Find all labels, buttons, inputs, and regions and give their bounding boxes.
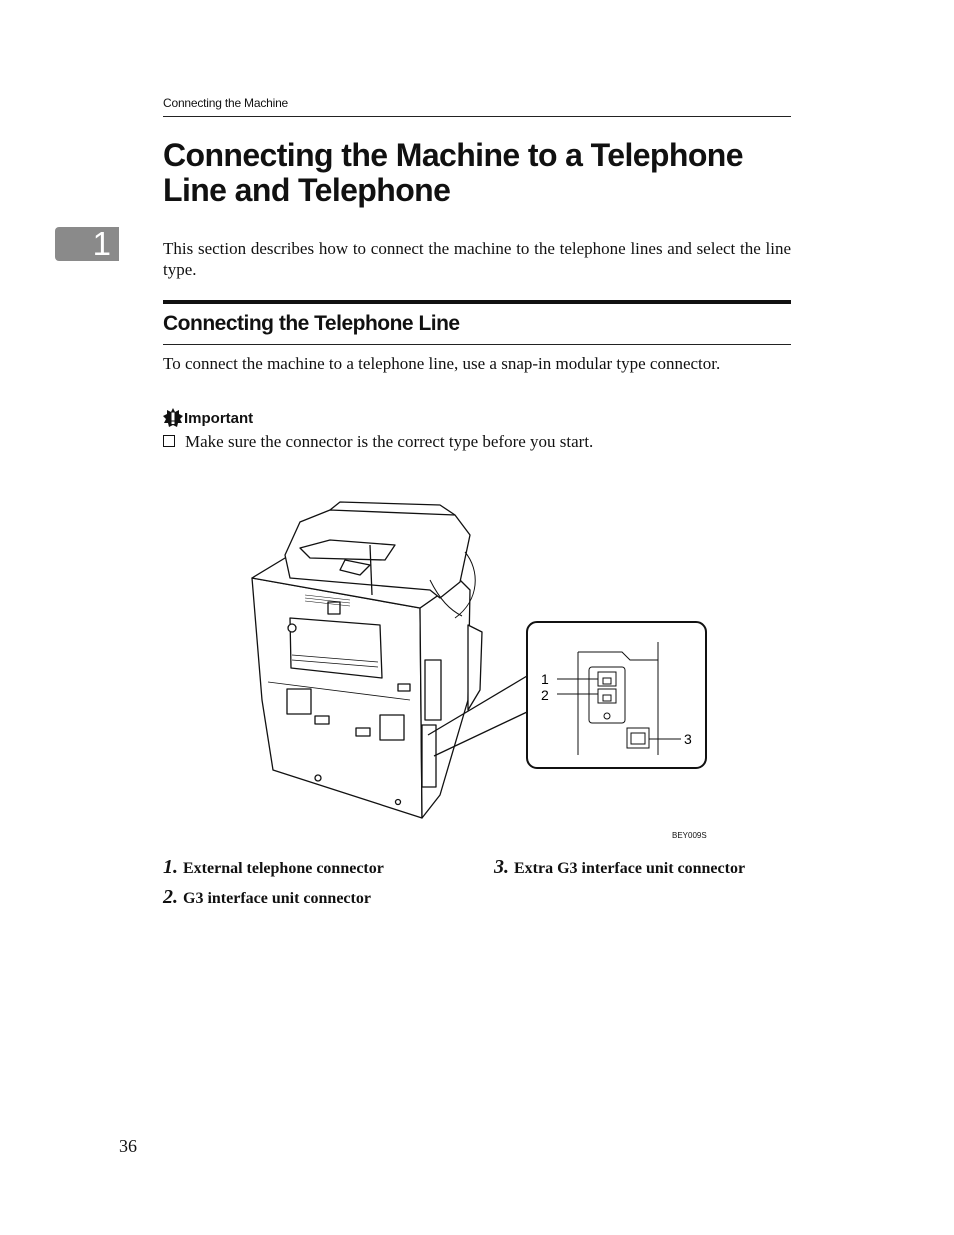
important-item (163, 431, 791, 452)
section-body: To connect the machine to a telephone line, use a snap-in modular type connector. (163, 354, 721, 373)
callout-3: 3 (684, 731, 692, 747)
chapter-number: 1 (92, 225, 111, 262)
legend-number: 1. (163, 856, 178, 878)
section-rule (163, 300, 791, 304)
legend-number: 3. (494, 856, 509, 878)
callout-1: 1 (541, 671, 549, 687)
legend-item (163, 886, 483, 910)
legend-label: Extra G3 interface unit connector (514, 860, 746, 877)
important-icon (163, 408, 183, 428)
section-heading: Connecting the Telephone Line (163, 310, 791, 345)
running-header-text: Connecting the Machine (163, 96, 289, 110)
legend-item (494, 856, 794, 880)
machine-connector-illustration (240, 495, 720, 845)
legend-column-right (494, 856, 794, 880)
legend-label: G3 interface unit connector (183, 890, 371, 907)
legend-number: 2. (163, 886, 178, 908)
figure-code: BEY009S (672, 831, 707, 840)
legend-column-left (163, 856, 483, 910)
chapter-tab (55, 227, 119, 261)
legend-item (163, 856, 483, 880)
legend-label: External telephone connector (183, 860, 384, 877)
running-header (163, 96, 791, 117)
page-number: 36 (119, 1136, 137, 1156)
important-note-heading (163, 408, 253, 428)
important-label: Important (184, 409, 254, 427)
important-item-text: Make sure the connector is the correct type before you start. (185, 432, 594, 451)
checkbox-icon (163, 435, 175, 447)
intro-paragraph: This section describes how to connect the machine to the telephone lines and select the line type. (163, 239, 791, 279)
page-title: Connecting the Machine to a Telephone Line and Telephone (163, 137, 743, 208)
callout-2: 2 (541, 687, 549, 703)
